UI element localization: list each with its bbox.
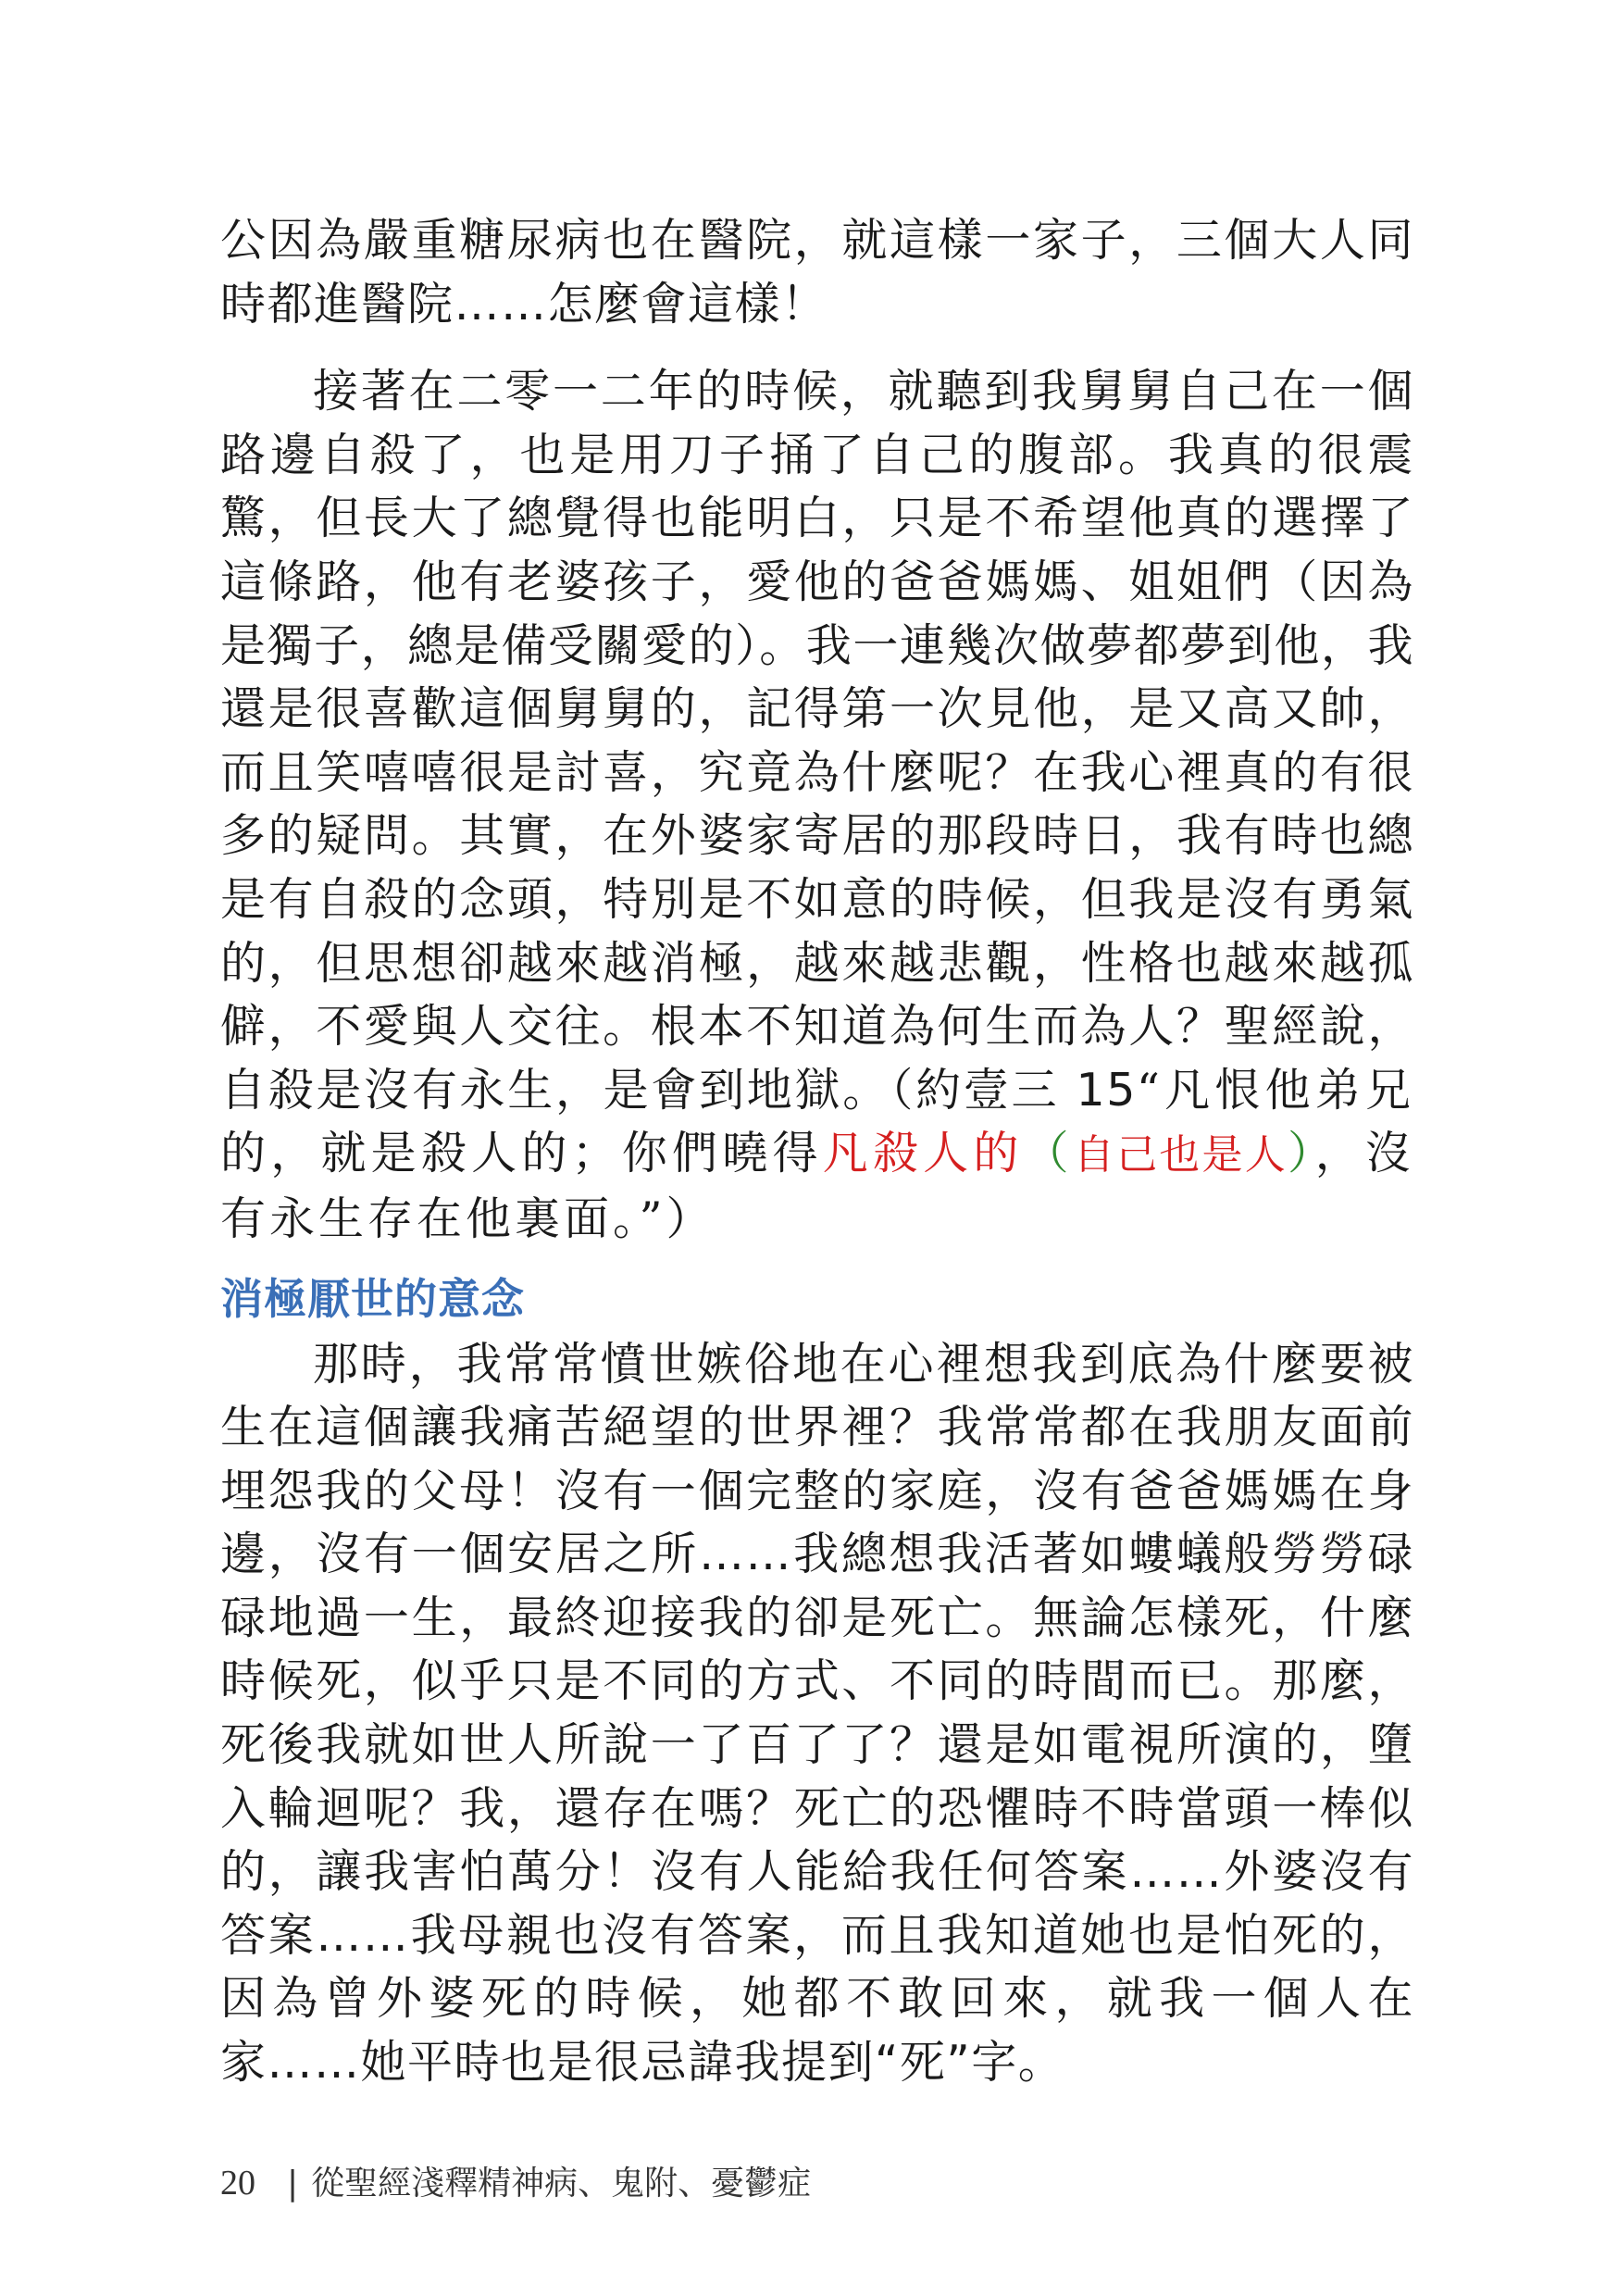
body-text bbox=[220, 209, 1414, 2095]
footer-separator: | bbox=[287, 2165, 299, 2202]
note-paren-open: （ bbox=[1023, 1127, 1074, 1180]
book-title: 從聖經淺釋精神病、鬼附、憂鬱症 bbox=[311, 2165, 812, 2202]
note-paren-close: ） bbox=[1288, 1127, 1315, 1180]
scripture-quote-emphasis: 凡殺人的 bbox=[822, 1127, 1024, 1180]
page-footer bbox=[220, 2163, 811, 2204]
paragraph-2-main: 接著在二零一二年的時候，就聽到我舅舅自己在一個路邊自殺了，也是用刀子捅了自己的腹部。我真的很震驚，但長大了總覺得也能明白，只是不希望他真的選擇了這條路，他有老婆孩子，愛他的爸爸媽媽、姐姐們（因為是獨子，總是備受關愛的）。我一連幾次做夢都夢到他，我還是很喜歡這個舅舅的，記得第一次見他，是又高又帥，而且笑嘻嘻很是討喜，究竟為什麼呢？在我心裡真的有很多的疑問。其實，在外婆家寄居的那段時日，我有時也總是有自殺的念頭，特別是不如意的時候，但我是沒有勇氣的，但思想卻越來越消極，越來越悲觀，性格也越來越孤僻，不愛與人交往。根本不知道為何生而為人？聖經說，自殺是沒有永生，是會到地獄。（約壹三 15 bbox=[220, 365, 1414, 1117]
section-heading: 消極厭世的意念 bbox=[220, 1273, 525, 1324]
page-number: 20 bbox=[220, 2164, 255, 2202]
scripture-quote-close: ，沒有永生存在他裏面。”） bbox=[220, 1127, 1414, 1245]
scripture-note: 自己也是人 bbox=[1073, 1131, 1288, 1179]
paragraph-3: 那時，我常常憤世嫉俗地在心裡想我到底為什麼要被生在這個讓我痛苦絕望的世界裡？我常常都在我朋友面前埋怨我的父母！沒有一個完整的家庭，沒有爸爸媽媽在身邊，沒有一個安居之所……我總想我活著如螻蟻般勞勞碌碌地過一生，最終迎接我的卻是死亡。無論怎樣死，什麼時候死，似乎只是不同的方式、不同的時間而已。那麼，死後我就如世人所說一了百了了？還是如電視所演的，墮入輪迴呢？我，還存在嗎？死亡的恐懼時不時當頭一棒似的，讓我害怕萬分！沒有人能給我任何答案……外婆沒有答案……我母親也沒有答案，而且我知道她也是怕死的，因為曾外婆死的時候，她都不敢回來，就我一個人在家……她平時也是很忌諱我提到“死”字。 bbox=[220, 1337, 1414, 2090]
scripture-quote-open: “凡恨他弟兄的，就是殺人的；你們曉得 bbox=[220, 1063, 1414, 1180]
paragraph-2 bbox=[220, 360, 1414, 1251]
paragraph-1: 公因為嚴重糖尿病也在醫院，就這樣一家子，三個大人同時都進醫院……怎麼會這樣！ bbox=[220, 214, 1414, 331]
